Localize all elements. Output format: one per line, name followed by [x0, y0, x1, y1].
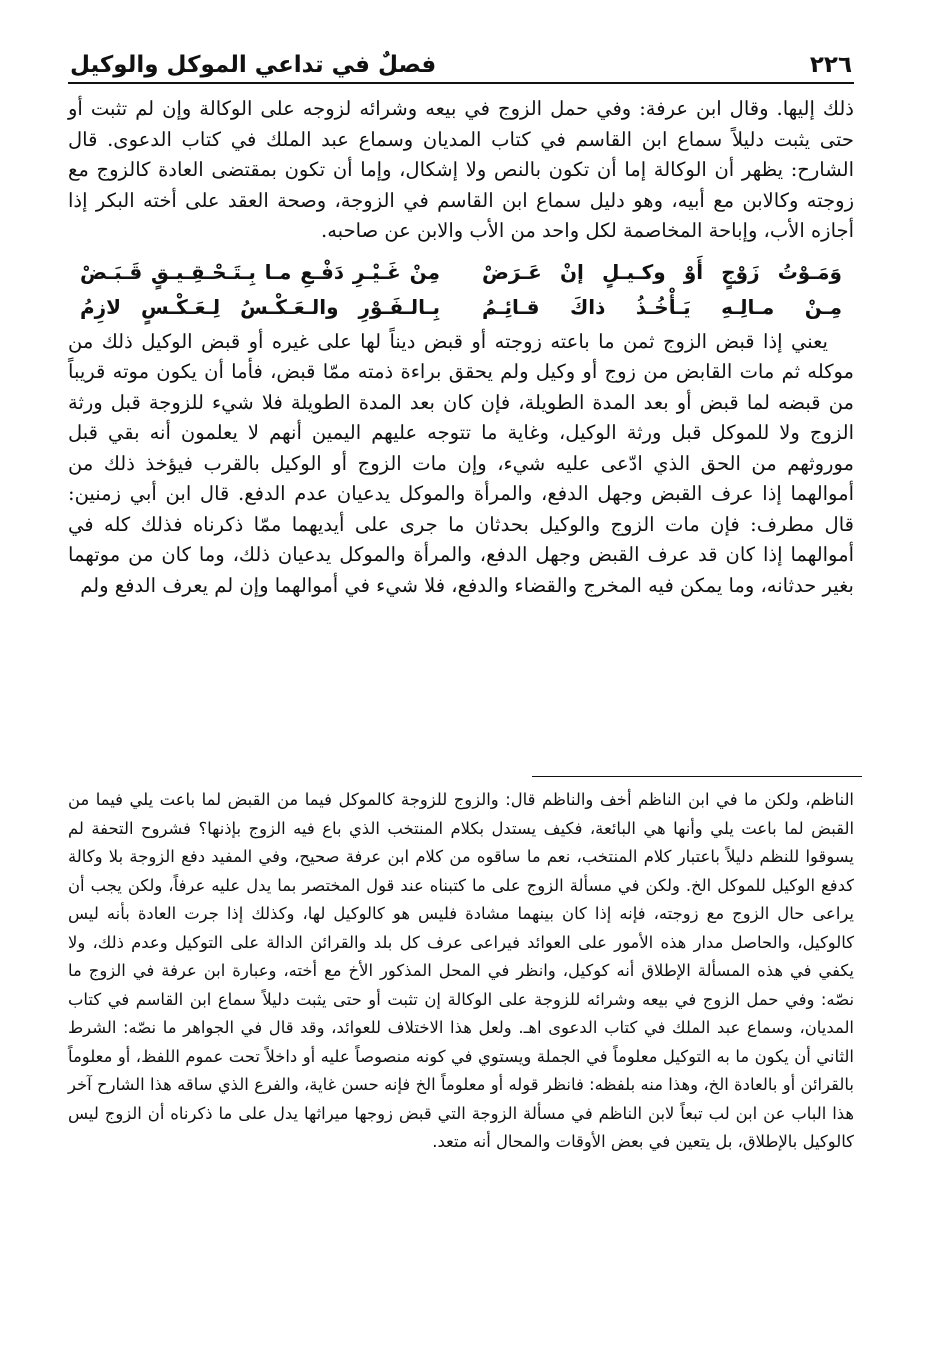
verse-1-first-hemistich: وَمَـوْتُ زَوْجٍ أَوْ وكـيـلٍ إنْ عَـرَضْ — [482, 260, 842, 284]
book-page — [68, 38, 854, 601]
verse-2-second-hemistich: بِـالـفَـوْرِ والـعَـكْـسُ لِـعَـكْـسٍ لازِمُ — [80, 295, 440, 319]
poem-verses — [68, 255, 854, 325]
main-text — [68, 94, 854, 601]
footnotes — [68, 786, 854, 1157]
verse-1 — [68, 255, 854, 290]
running-header — [68, 38, 854, 84]
page-number: ٢٢٦ — [809, 52, 852, 78]
paragraph-commentary-2: يعني إذا قبض الزوج ثمن ما باعته زوجته أو قبض ديناً لها على غيره أو قبض الوكيل ذلك من موكله ثم مات القابض من زوج أو وكيل ولم يحقق براءة ذمته ممّا قبض، فأما أن يكون موته قريباً من قبضه لما قبض أو بعد المدة الطويلة، فإن كان بعد المدة الطويلة فلا شيء للزوجة قبل ورثة الزوج ولا للموكل قبل ورثة الوكيل، وغاية ما تتوجه عليهم اليمين أنهم لا يعلمون أنه بقي قبل موروثهم من الحق الذي ادّعى عليه شيء، وإن مات الزوج أو الوكيل بالقرب فيؤخذ ذلك من أموالهما إذا عرف القبض وجهل الدفع، والمرأة والموكل يدعيان عدم الدفع. قال ابن أبي زمنين: قال مطرف: فإن مات الزوج والوكيل بحدثان ما جرى على أيديهما ممّا ذكرناه فذلك كله في أموالهما إذا كان قد عرف القبض وجهل الدفع، والمرأة والموكل يدعيان ذلك، وما كان من موتهما بغير حدثانه، وما يمكن فيه المخرج والقضاء والدفع، فلا شيء في أموالهما وإن لم يعرف الدفع ولم — [68, 329, 854, 597]
footnote-separator — [532, 776, 862, 777]
verse-2-first-hemistich: مِـنْ مـالِـهِ يَـأْخُـذُ ذاكَ قـائِـمُ — [482, 295, 842, 319]
footnote-text: الناظم، ولكن ما في ابن الناظم أخف والناظم قال: والزوج للزوجة كالموكل فيما من القبض لما باعت يلي فيما من القبض لما باعت يلي وأنها هي البائعة، فكيف يستدل بكلام المنتخب الذي باع فيه الزوج بإذنها؟ فشروح التحفة لم يسوقوا للنظم دليلاً باعتبار كلام المنتخب، نعم ما ساقوه من كلام ابن عرفة صحيح، وفي المفيد دفع الزوجة بلا وكالة كدفع الوكيل للموكل الخ. ولكن في مسألة الزوج على ما كتبناه عند قول المختصر بما يدل عليه عرفاً، ولكن يجب أن يراعى حال الزوج مع زوجته، فإنه إذا كان بينهما مشادة فليس هو كالوكيل لها، وكذلك إذا جرت العادة بأنه ليس كالوكيل، والحاصل مدار هذه الأمور على العوائد فيراعى عرف كل بلد والقرائن الدالة على التوكيل وعدم ذلك، ولا يكفي في هذه المسألة الإطلاق أنه كوكيل، وانظر في المحل المذكور الأخ مع أخته، وعبارة ابن عرفة في الزوج ما نصّه: وفي حمل الزوج في بيعه وشرائه للزوجة على الوكالة إن تثبت أو حتى يثبت دليلاً سماع ابن القاسم في كتاب المديان، وسماع عبد الملك في كتاب الدعوى اهـ. ولعل هذا الاختلاف للعوائد، وقد قال في الجواهر ما نصّه: الشرط الثاني أن يكون ما به التوكيل معلوماً في الجملة ويستوي في كونه منصوصاً عليه أو داخلاً تحت عموم اللفظ، أو معلوماً بالقرائن أو بالعادة الخ، وهذا منه بلفظه: فانظر قوله أو معلوماً الخ فإنه حسن غاية، والفرع الذي ساقه هذا الشارح آخر هذا الباب عن ابن لب تبعاً لابن الناظم في مسألة الزوجة التي قبض زوجها ميراثها يدل على ما ذكرناه أن الزوج ليس كالوكيل بالإطلاق، بل يتعين في بعض الأوقات والمحال أنه متعد. — [68, 790, 854, 1151]
verse-2 — [68, 290, 854, 325]
paragraph-commentary-1: ذلك إليها. وقال ابن عرفة: وفي حمل الزوج في بيعه وشرائه لزوجه على الوكالة وإن لم تثبت أو حتى يثبت دليلاً سماع ابن القاسم في كتاب المديان وسماع عبد الملك في كتاب الدعوى. قال الشارح: يظهر أن الوكالة إما أن تكون بالنص ولا إشكال، وإما أن تكون بمقتضى العادة كالزوج مع زوجته وكالابن مع أبيه، وهو دليل سماع ابن القاسم في الزوجة، وصحة العقد على أخته البكر إذا أجازه الأب، وإباحة المخاصمة لكل واحد من الأب والابن عن صاحبه. — [68, 97, 854, 242]
verse-1-second-hemistich: مِنْ غَـيْـرِ دَفْـعِ مـا بِـتَـحْـقِـيـقٍ قَـبَـضْ — [80, 260, 440, 284]
chapter-title: فصلٌ في تداعي الموكل والوكيل — [70, 52, 437, 78]
